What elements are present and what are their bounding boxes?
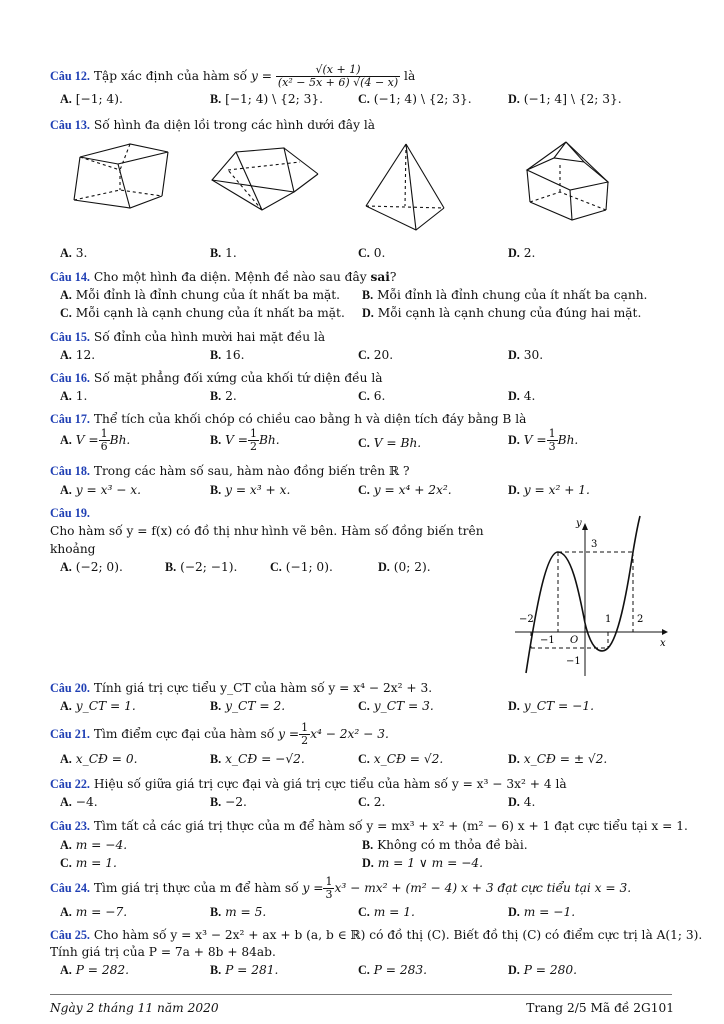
question-25 — [50, 928, 702, 943]
question-label: Câu 14. — [50, 270, 90, 284]
option-letter: D. — [362, 306, 374, 320]
question-label: Câu 20. — [50, 681, 90, 695]
figure-4-house — [527, 142, 608, 220]
polyhedra-figures — [0, 140, 724, 240]
fraction-numerator: 1 — [301, 721, 309, 734]
option-text: Mỗi đỉnh là đỉnh chung của ít nhất ba mặt. — [75, 288, 341, 302]
option-b[interactable] — [210, 92, 323, 107]
option-text: x_CĐ = ± √2. — [523, 752, 608, 766]
fraction — [248, 428, 259, 453]
question-19-text-2: khoảng — [50, 542, 96, 556]
question-label: Câu 15. — [50, 330, 90, 344]
option-text: m = −7. — [75, 905, 128, 919]
option-c[interactable] — [358, 389, 385, 404]
question-23 — [50, 819, 688, 834]
option-letter: C. — [358, 963, 370, 977]
tick-minus-2: −2 — [519, 614, 534, 625]
option-letter: D. — [508, 483, 520, 497]
option-letter: D. — [508, 92, 520, 106]
option-text: x_CĐ = √2. — [373, 752, 444, 766]
option-letter: B. — [210, 433, 222, 447]
option-b[interactable] — [362, 288, 647, 303]
option-d[interactable] — [508, 905, 575, 920]
option-d[interactable] — [362, 306, 641, 321]
question-text: Tìm tất cả các giá trị thực của m để hàm số y = mx³ + x² + (m² − 6) x + 1 đạt cực tiểu tại x = 1. — [93, 819, 688, 833]
function-lhs: y = — [278, 727, 300, 741]
option-a[interactable] — [60, 92, 123, 107]
fraction-denominator: (x² − 5x + 6) √(4 − x) — [277, 76, 399, 89]
option-a[interactable] — [60, 699, 136, 714]
option-letter: D. — [508, 699, 520, 713]
option-a[interactable] — [60, 963, 129, 978]
option-letter: B. — [210, 752, 222, 766]
question-19-text: Cho hàm số y = f(x) có đồ thị như hình vẽ bên. Hàm số đồng biến trên — [50, 524, 484, 538]
option-text: y = x² + 1. — [523, 483, 590, 497]
option-c[interactable] — [358, 795, 385, 810]
option-letter: A. — [60, 963, 72, 977]
fraction-numerator: 1 — [325, 875, 333, 888]
option-letter: A. — [60, 752, 72, 766]
option-a[interactable] — [60, 348, 95, 363]
option-d[interactable] — [508, 246, 535, 261]
option-d[interactable] — [508, 963, 577, 978]
option-text: y_CT = 3. — [373, 699, 434, 713]
option-text: P = 282. — [75, 963, 130, 977]
option-a[interactable] — [60, 288, 340, 303]
tick-y-minus-1: −1 — [566, 656, 581, 667]
option-text: 1. — [225, 246, 237, 260]
option-letter: B. — [210, 483, 222, 497]
option-letter: C. — [358, 348, 370, 362]
question-label: Câu 21. — [50, 727, 90, 741]
option-letter: D. — [508, 246, 520, 260]
option-a[interactable] — [60, 389, 87, 404]
option-letter: D. — [508, 795, 520, 809]
function-lhs: y = — [302, 881, 324, 895]
question-label: Câu 25. — [50, 928, 90, 942]
option-letter: B. — [210, 389, 222, 403]
option-letter: A. — [60, 483, 72, 497]
option-a[interactable] — [60, 838, 127, 853]
option-letter: D. — [508, 905, 520, 919]
question-15 — [50, 330, 325, 345]
option-letter: C. — [60, 306, 72, 320]
option-letter: A. — [60, 433, 72, 447]
option-text: m = 5. — [225, 905, 267, 919]
option-letter: C. — [270, 560, 282, 574]
option-text: 4. — [523, 795, 536, 809]
option-b[interactable] — [210, 246, 237, 261]
option-letter: A. — [60, 795, 72, 809]
question-label: Câu 17. — [50, 412, 90, 426]
option-text: V = Bh. — [373, 436, 422, 450]
option-text: 0. — [373, 246, 386, 260]
option-c[interactable] — [358, 699, 434, 714]
option-letter: A. — [60, 288, 72, 302]
option-b[interactable] — [165, 560, 237, 575]
option-text: (−2; 0). — [75, 560, 123, 574]
option-letter: A. — [60, 92, 72, 106]
option-letter: A. — [60, 905, 72, 919]
option-letter: B. — [210, 905, 222, 919]
question-16 — [50, 371, 383, 386]
option-text: Bh. — [109, 433, 131, 447]
question-19 — [50, 506, 90, 521]
question-text: Cho một hình đa diện. Mệnh đề nào sau đây — [93, 270, 367, 284]
option-text: 2. — [225, 389, 237, 403]
option-b[interactable] — [210, 752, 305, 767]
fraction-denominator: 6 — [100, 440, 108, 453]
option-text: 2. — [523, 246, 536, 260]
option-text: P = 283. — [373, 963, 428, 977]
origin-label: O — [570, 635, 579, 646]
option-letter: D. — [508, 752, 520, 766]
fraction-denominator: 2 — [249, 440, 257, 453]
option-text: 30. — [523, 348, 544, 362]
question-text: Trong các hàm số sau, hàm nào đồng biến trên ℝ ? — [93, 464, 410, 478]
option-text: x_CĐ = 0. — [75, 752, 138, 766]
question-text: Số hình đa diện lồi trong các hình dưới đây là — [93, 118, 375, 132]
option-c[interactable] — [358, 348, 393, 363]
question-22 — [50, 777, 567, 792]
option-letter: B. — [210, 963, 222, 977]
tick-2: 2 — [637, 614, 644, 625]
question-text: Tìm giá trị thực của m để hàm số — [93, 881, 299, 895]
option-text: (−2; −1). — [180, 560, 238, 574]
option-text: m = −1. — [523, 905, 576, 919]
option-text: Mỗi cạnh là cạnh chung của ít nhất ba mặt. — [75, 306, 345, 320]
option-d[interactable] — [508, 92, 622, 107]
y-label: y — [576, 518, 582, 529]
option-d[interactable] — [508, 389, 535, 404]
option-letter: B. — [210, 348, 222, 362]
option-text: P = 280. — [523, 963, 578, 977]
option-c[interactable] — [358, 752, 443, 767]
option-b[interactable] — [210, 699, 285, 714]
question-12 — [50, 64, 415, 89]
option-text: 6. — [373, 389, 386, 403]
option-text: m = 1. — [75, 856, 117, 870]
question-18 — [50, 464, 409, 479]
option-c[interactable] — [60, 856, 117, 871]
option-b[interactable] — [362, 838, 528, 853]
option-letter: C. — [60, 856, 72, 870]
fraction — [323, 876, 334, 901]
question-text: Cho hàm số y = x³ − 2x² + ax + b (a, b ∈ ℝ) có đồ thị (C). Biết đồ thị (C) có điểm cực trị là A(1; 3). — [93, 928, 703, 942]
option-text: 20. — [373, 348, 394, 362]
question-14 — [50, 270, 396, 285]
option-text: (−1; 0). — [285, 560, 333, 574]
option-letter: C. — [358, 92, 370, 106]
question-tail: là — [404, 69, 416, 83]
question-text: Hiệu số giữa giá trị cực đại và giá trị cực tiểu của hàm số y = x³ − 3x² + 4 là — [93, 777, 567, 791]
question-20 — [50, 681, 432, 696]
footer-divider — [50, 994, 672, 995]
option-letter: D. — [362, 856, 374, 870]
option-letter: C. — [358, 699, 370, 713]
x-axis-arrow — [662, 629, 668, 635]
option-letter: A. — [60, 348, 72, 362]
option-b[interactable] — [210, 905, 266, 920]
option-text: V = — [225, 433, 248, 447]
option-letter: C. — [358, 752, 370, 766]
option-b[interactable] — [210, 963, 278, 978]
question-13 — [50, 118, 375, 133]
option-c[interactable] — [358, 483, 452, 498]
option-text: 16. — [225, 348, 245, 362]
option-letter: C. — [358, 483, 370, 497]
option-d[interactable] — [508, 428, 578, 453]
option-letter: B. — [210, 92, 222, 106]
option-letter: B. — [362, 288, 374, 302]
curve — [526, 516, 640, 673]
question-text: Số đỉnh của hình mười hai mặt đều là — [93, 330, 326, 344]
option-text: y = x⁴ + 2x². — [373, 483, 452, 497]
option-letter: B. — [210, 795, 222, 809]
option-text: m = −4. — [75, 838, 128, 852]
question-label: Câu 23. — [50, 819, 90, 833]
fraction-denominator: 3 — [548, 440, 556, 453]
option-b[interactable] — [210, 348, 244, 363]
option-letter: C. — [358, 905, 370, 919]
option-text: m = 1 ∨ m = −4. — [377, 856, 484, 870]
question-label: Câu 22. — [50, 777, 90, 791]
fraction-denominator: 2 — [301, 734, 309, 747]
function-fraction — [276, 64, 400, 89]
tick-1: 1 — [605, 614, 612, 625]
option-a[interactable] — [60, 752, 137, 767]
option-text: [−1; 4). — [75, 92, 123, 106]
option-letter: D. — [378, 560, 390, 574]
fraction — [547, 428, 558, 453]
option-text: y = x³ + x. — [225, 483, 291, 497]
question-label: Câu 19. — [50, 506, 90, 520]
question-text: Số mặt phẳng đối xứng của khối tứ diện đều là — [93, 371, 383, 385]
question-24 — [50, 876, 631, 901]
option-d[interactable] — [508, 348, 543, 363]
option-a[interactable] — [60, 560, 123, 575]
figure-2-prism — [212, 148, 318, 210]
option-letter: D. — [508, 433, 520, 447]
option-letter: B. — [362, 838, 374, 852]
question-text: Tính giá trị cực tiểu y_CT của hàm số y = x⁴ − 2x² + 3. — [93, 681, 433, 695]
option-letter: A. — [60, 389, 72, 403]
fraction — [299, 722, 310, 747]
question-21 — [50, 722, 389, 747]
option-d[interactable] — [508, 483, 590, 498]
option-d[interactable] — [508, 795, 535, 810]
option-letter: D. — [508, 963, 520, 977]
option-text: V = — [75, 433, 99, 447]
option-c[interactable] — [358, 963, 427, 978]
option-d[interactable] — [378, 560, 431, 575]
option-text: 2. — [373, 795, 386, 809]
question-mark: ? — [389, 270, 397, 284]
option-text: 12. — [75, 348, 96, 362]
tick-3: 3 — [591, 539, 598, 550]
option-text: [−1; 4) \ {2; 3}. — [225, 92, 323, 106]
option-text: y = x³ − x. — [75, 483, 142, 497]
option-c[interactable] — [358, 436, 421, 451]
option-text: (−1; 4) \ {2; 3}. — [373, 92, 472, 106]
option-a[interactable] — [60, 246, 87, 261]
question-label: Câu 24. — [50, 881, 90, 895]
function-lhs: y = — [250, 69, 272, 83]
option-letter: C. — [358, 795, 370, 809]
option-letter: C. — [358, 436, 370, 450]
question-text: Tập xác định của hàm số — [93, 69, 248, 83]
option-b[interactable] — [210, 795, 247, 810]
option-letter: A. — [60, 699, 72, 713]
figure-1-frustum — [74, 144, 168, 208]
figure-3-pyramid — [366, 144, 444, 230]
option-text: y_CT = 1. — [75, 699, 136, 713]
option-a[interactable] — [60, 905, 127, 920]
option-text: P = 281. — [225, 963, 279, 977]
option-text: Bh. — [258, 433, 280, 447]
option-text: 3. — [75, 246, 88, 260]
x-label: x — [660, 638, 666, 649]
option-text: −2. — [225, 795, 247, 809]
footer-page-info: Trang 2/5 Mã đề 2G101 — [526, 1001, 674, 1015]
option-c[interactable] — [60, 306, 345, 321]
option-text: y_CT = 2. — [225, 699, 286, 713]
option-c[interactable] — [358, 905, 415, 920]
fraction-denominator: 3 — [325, 888, 333, 901]
function-graph — [510, 518, 670, 678]
option-b[interactable] — [210, 389, 237, 404]
option-text: (−1; 4] \ {2; 3}. — [523, 92, 622, 106]
option-letter: D. — [508, 389, 520, 403]
option-text: Mỗi cạnh là cạnh chung của đúng hai mặt. — [377, 306, 642, 320]
function-rhs: x⁴ − 2x² − 3. — [310, 727, 389, 741]
option-b[interactable] — [210, 428, 280, 453]
fraction-numerator: 1 — [548, 427, 556, 440]
fraction — [99, 428, 110, 453]
option-text: V = — [523, 433, 547, 447]
fraction-numerator: 1 — [249, 427, 257, 440]
option-b[interactable] — [210, 483, 290, 498]
option-d[interactable] — [362, 856, 483, 871]
option-text: x_CĐ = −√2. — [225, 752, 305, 766]
question-text: Tìm điểm cực đại của hàm số — [93, 727, 275, 741]
question-label: Câu 18. — [50, 464, 90, 478]
fraction-numerator: √(x + 1) — [276, 64, 400, 77]
question-text: Thể tích của khối chóp có chiều cao bằng h và diện tích đáy bằng B là — [93, 412, 527, 426]
option-text: (0; 2). — [393, 560, 431, 574]
option-text: 4. — [523, 389, 536, 403]
function-rhs: x³ − mx² + (m² − 4) x + 3 đạt cực tiểu tại x = 3. — [334, 881, 632, 895]
question-emphasis: sai — [370, 270, 390, 284]
question-label: Câu 16. — [50, 371, 90, 385]
option-text: m = 1. — [373, 905, 415, 919]
option-text: 1. — [75, 389, 88, 403]
option-text: y_CT = −1. — [523, 699, 594, 713]
option-a[interactable] — [60, 428, 130, 453]
option-letter: B. — [165, 560, 177, 574]
tick-minus-1: −1 — [540, 635, 555, 646]
question-25-text-2: Tính giá trị của P = 7a + 8b + 84ab. — [50, 945, 276, 959]
option-c[interactable] — [270, 560, 333, 575]
option-d[interactable] — [508, 752, 607, 767]
option-a[interactable] — [60, 483, 141, 498]
option-a[interactable] — [60, 795, 98, 810]
footer-date: Ngày 2 tháng 11 năm 2020 — [50, 1001, 219, 1015]
fraction-numerator: 1 — [100, 427, 108, 440]
option-c[interactable] — [358, 92, 472, 107]
y-axis-arrow — [582, 523, 588, 530]
option-letter: C. — [358, 246, 370, 260]
option-text: −4. — [75, 795, 98, 809]
question-17 — [50, 412, 526, 427]
option-letter: B. — [210, 246, 222, 260]
option-letter: C. — [358, 389, 370, 403]
option-text: Không có m thỏa đề bài. — [377, 838, 528, 852]
option-letter: A. — [60, 560, 72, 574]
option-letter: B. — [210, 699, 222, 713]
option-text: Bh. — [557, 433, 579, 447]
option-letter: D. — [508, 348, 520, 362]
question-label: Câu 13. — [50, 118, 90, 132]
question-label: Câu 12. — [50, 69, 90, 83]
option-d[interactable] — [508, 699, 594, 714]
option-letter: A. — [60, 838, 72, 852]
option-text: Mỗi đỉnh là đỉnh chung của ít nhất ba cạnh. — [377, 288, 648, 302]
option-c[interactable] — [358, 246, 385, 261]
option-letter: A. — [60, 246, 72, 260]
